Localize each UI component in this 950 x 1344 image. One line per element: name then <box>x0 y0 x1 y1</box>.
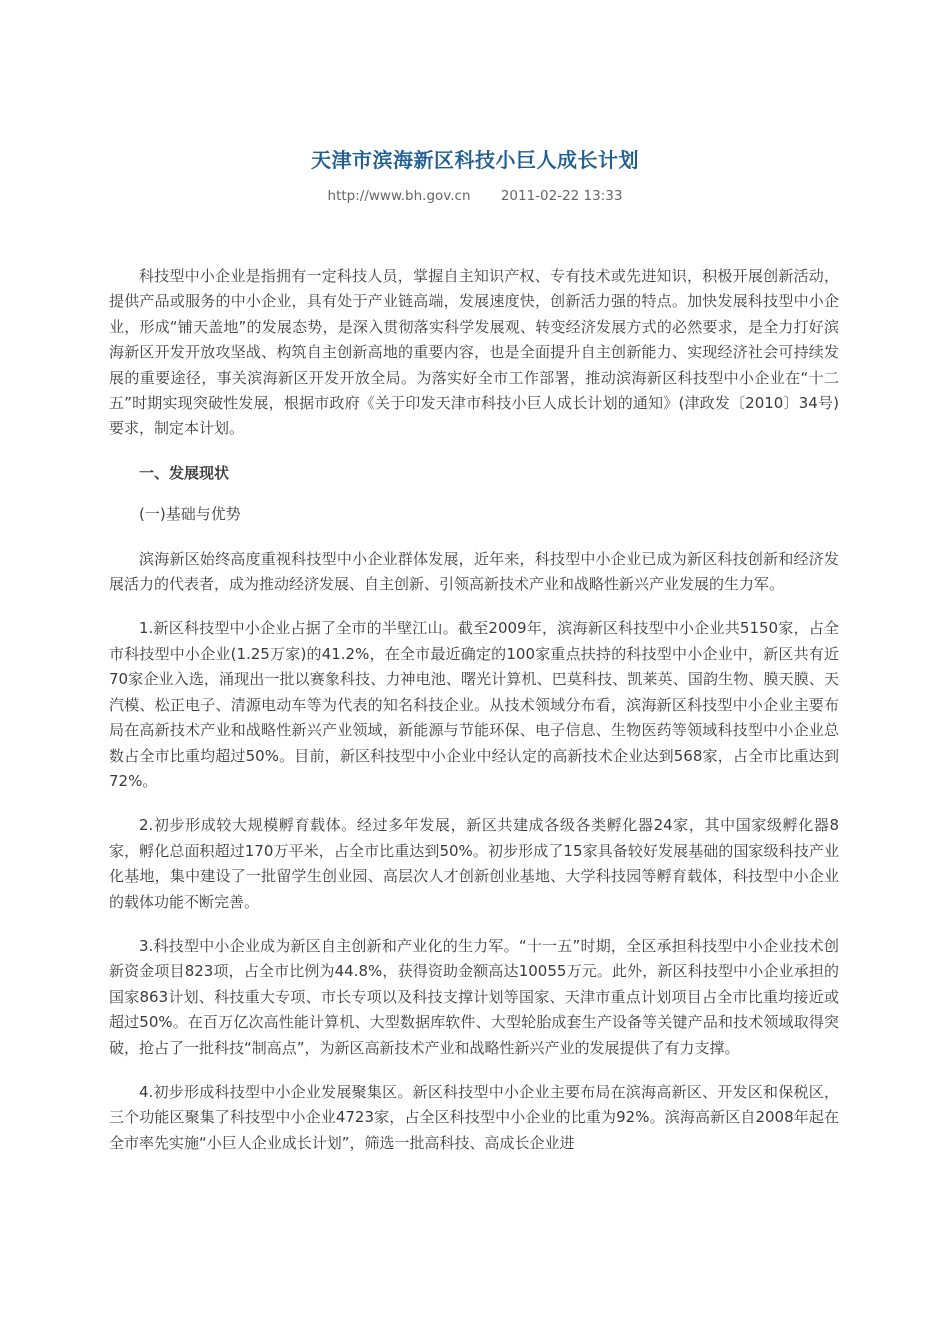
article-meta <box>0 186 950 206</box>
article-source: http://www.bh.gov.cn <box>327 188 471 204</box>
paragraph-point-1: 1.新区科技型中小企业占据了全市的半壁江山。截至2009年，滨海新区科技型中小企业共5150家，占全市科技型中小企业(1.25万家)的41.2%，在全市最近确定的100家重点扶持的科技型中小企业中，新区共有近70家企业入选，涌现出一批以赛象科技、力神电池、曙光计算机、巴莫科技、凯莱英、国韵生物、膜天膜、天汽模、松正电子、清源电动车等为代表的知名科技企业。从技术领域分布看，滨海新区科技型中小企业主要布局在高新技术产业和战略性新兴产业领域，新能源与节能环保、电子信息、生物医药等领域科技型中小企业总数占全市比重均超过50%。目前，新区科技型中小企业中经认定的高新技术企业达到568家，占全市比重达到72%。 <box>109 619 839 790</box>
article-date: 2011-02-22 13:33 <box>500 188 623 204</box>
article-title: 天津市滨海新区科技小巨人成长计划 <box>311 148 639 172</box>
section-heading: 一、发展现状 <box>139 463 230 482</box>
article-body <box>109 264 839 1175</box>
paragraph-point-2: 2.初步形成较大规模孵育载体。经过多年发展，新区共建成各级各类孵化器24家，其中国家级孵化器8家，孵化总面积超过170万平米，占全市比重达到50%。初步形成了15家具备较好发展基础的国家级科技产业化基地，集中建设了一批留学生创业园、高层次人才创新创业基地、大学科技园等孵育载体，科技型中小企业的载体功能不断完善。 <box>109 816 839 911</box>
paragraph-point-3: 3.科技型中小企业成为新区自主创新和产业化的生力军。“十一五”时期，全区承担科技型中小企业技术创新资金项目823项，占全市比例为44.8%，获得资助金额高达10055万元。此外，新区科技型中小企业承担的国家863计划、科技重大专项、市长专项以及科技支撑计划等国家、天津市重点计划项目占全市比重均接近或超过50%。在百万亿次高性能计算机、大型数据库软件、大型轮胎成套生产设备等关键产品和技术领域取得突破，抢占了一批科技“制高点”，为新区高新技术产业和战略性新兴产业的发展提供了有力支撑。 <box>109 936 839 1057</box>
paragraph-overview: 滨海新区始终高度重视科技型中小企业群体发展，近年来，科技型中小企业已成为新区科技创新和经济发展活力的代表者，成为推动经济发展、自主创新、引领高新技术产业和战略性新兴产业发展的生力军。 <box>109 549 839 594</box>
paragraph-point-4: 4.初步形成科技型中小企业发展聚集区。新区科技型中小企业主要布局在滨海高新区、开发区和保税区，三个功能区聚集了科技型中小企业4723家，占全区科技型中小企业的比重为92%。滨海高新区自2008年起在全市率先实施“小巨人企业成长计划”，筛选一批高科技、高成长企业进 <box>109 1082 839 1152</box>
subsection-heading: (一)基础与优势 <box>139 505 241 524</box>
paragraph-intro: 科技型中小企业是指拥有一定科技人员，掌握自主知识产权、专有技术或先进知识，积极开展创新活动，提供产品或服务的中小企业，具有处于产业链高端，发展速度快，创新活力强的特点。加快发展科技型中小企业，形成“铺天盖地”的发展态势，是深入贯彻落实科学发展观、转变经济发展方式的必然要求，是全力打好滨海新区开发开放攻坚战、构筑自主创新高地的重要内容，也是全面提升自主创新能力、实现经济社会可持续发展的重要途径，事关滨海新区开发开放全局。为落实好全市工作部署，推动滨海新区科技型中小企业在“十二五”时期实现突破性发展，根据市政府《关于印发天津市科技小巨人成长计划的通知》(津政发〔2010〕34号)要求，制定本计划。 <box>109 267 839 438</box>
